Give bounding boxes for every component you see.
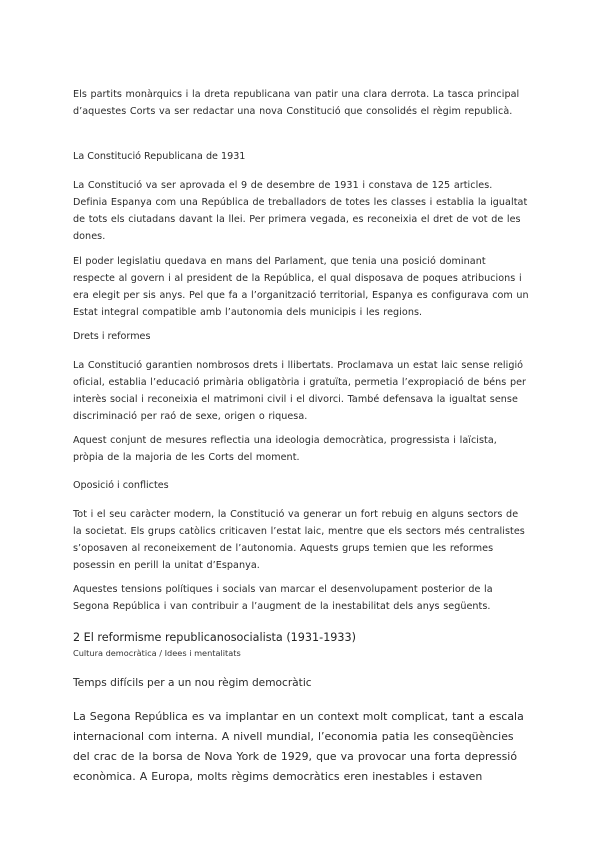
paragraph-tensions: Aquestes tensions polítiques i socials van marcar el desenvolupament posterior de la Segona República i van contribuir a l’augment de la inestabilitat dels anys següents. (73, 584, 493, 612)
chapter-title: 2 El reformisme republicanosocialista (1931-1933) (73, 631, 357, 644)
chapter-subtitle: Cultura democràtica / Idees i mentalitats (73, 648, 241, 658)
paragraph-context: La Segona República es va implantar en un context molt complicat, tant a escala internacional com interna. A nivell mundial, l’economia patia les conseqüències del crac de la borsa de Nova York de 1929, que va provocar una forta depressió econòmica. A Europa, molts règims democràtics eren inestables i estaven (73, 710, 524, 783)
heading-opposition: Oposició i conflictes (73, 480, 169, 491)
paragraph-opposition: Tot i el seu caràcter modern, la Constitució va generar un fort rebuig en alguns sectors de la societat. Els grups catòlics criticaven l’estat laic, mentre que els sectors més centralistes s’oposaven al reconeixement de l’autonomia. Aquests grups temien que les reformes posessin en perill la unitat d’Espanya. (73, 509, 525, 571)
section-title: Temps difícils per a un nou règim democràtic (73, 677, 312, 689)
heading-rights-reforms: Drets i reformes (73, 331, 151, 342)
heading-constitution: La Constitució Republicana de 1931 (73, 151, 246, 162)
paragraph-rights-freedoms: La Constitució garantien nombrosos drets i llibertats. Proclamava un estat laic sense religió oficial, establia l’educació primària obligatòria i gratuïta, permetia l’expropiació de béns per interès social i reconeixia el matrimoni civil i el divorci. També defensava la igualtat sense discriminació per raó de sexe, origen o riquesa. (73, 360, 527, 422)
paragraph-ideology: Aquest conjunt de mesures reflectia una ideologia democràtica, progressista i laïcista, pròpia de la majoria de les Corts del moment. (73, 435, 497, 463)
paragraph-elections-result: Els partits monàrquics i la dreta republicana van patir una clara derrota. La tasca principal d’aquestes Corts va ser redactar una nova Constitució que consolidés el règim republicà. (73, 89, 520, 117)
paragraph-legislative-power: El poder legislatiu quedava en mans del Parlament, que tenia una posició dominant respecte al govern i al president de la República, el qual disposava de poques atribucions i era elegit per sis anys. Pel que fa a l’organització territorial, Espanya es configurava com un Estat integral compatible amb l’autonomia dels municipis i les regions. (73, 256, 529, 318)
paragraph-constitution-approval: La Constitució va ser aprovada el 9 de desembre de 1931 i constava de 125 articles. Definia Espanya com una República de treballadors de totes les classes i establia la igualtat de tots els ciutadans davant la llei. Per primera vegada, es reconeixia el dret de vot de les dones. (73, 180, 528, 242)
